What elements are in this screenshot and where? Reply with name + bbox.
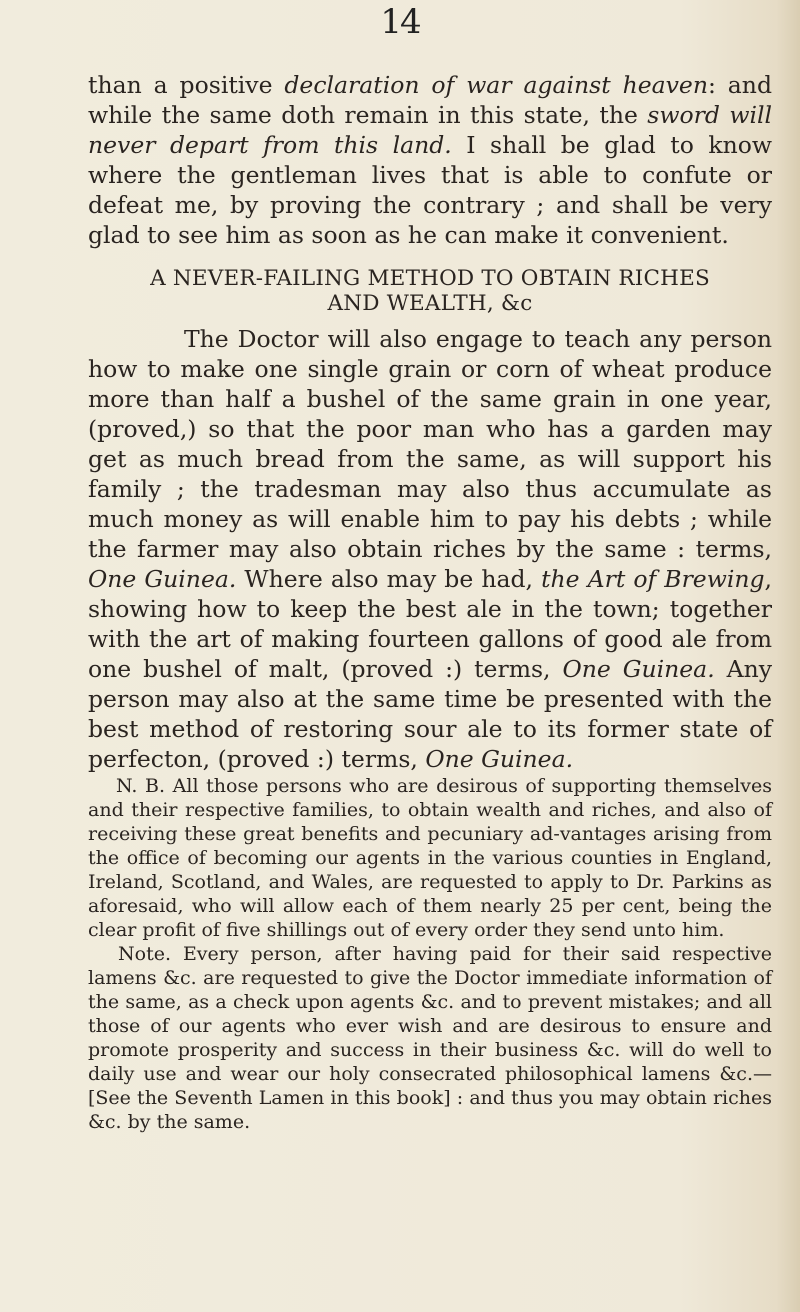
section-heading bbox=[88, 266, 772, 316]
text-run: , showing how to keep the best ale in the town; together with the art of making fourteen gallons of good ale from one bushel of malt, (proved :) terms, bbox=[88, 565, 772, 683]
text-run: : and while the same doth remain in this state, the bbox=[88, 71, 772, 129]
italic-run: declaration of war against heaven bbox=[284, 71, 708, 99]
paragraph-continuation bbox=[88, 70, 772, 250]
italic-run: One Guinea. bbox=[562, 655, 715, 683]
italic-run: One Guinea. bbox=[88, 565, 237, 593]
page-body bbox=[88, 70, 772, 1134]
italic-run: One Guinea. bbox=[425, 745, 574, 773]
italic-run: the Art of Brewing bbox=[541, 565, 765, 593]
paragraph-doctor bbox=[88, 324, 772, 774]
italic-run: sword will never depart from this land. bbox=[88, 101, 772, 159]
paragraph-note: Note. Every person, after having paid for their said respective lamens &c. are requested to give the Doctor immediate information of the same, as a check upon agents &c. and to prevent mistakes; and all those of our agents who ever wish and are desirous to ensure and promote prosperity and success in their business &c. will do well to daily use and wear our holy consecrated philosophical lamens &c.— [See the Seventh Lamen in this book] : and thus you may obtain riches &c. by the same. bbox=[88, 943, 772, 1133]
heading-line-1: A NEVER-FAILING METHOD TO OBTAIN RICHES bbox=[150, 266, 710, 291]
paragraph-nota-bene: N. B. All those persons who are desirous of supporting themselves and their respective families, to obtain wealth and riches, and also of receiving these great benefits and pecuniary ad-vantages arising from the office of becoming our agents in the various counties in England, Ireland, Scotland, and Wales, are requested to apply to Dr. Parkins as aforesaid, who will allow each of them nearly 25 per cent, being the clear profit of five shillings out of every order they send unto him. bbox=[88, 775, 772, 941]
text-run: than a positive bbox=[88, 71, 285, 99]
text-run: Any person may also at the same time be presented with the best method of restoring sour ale to its former state of perfecton, (proved :) terms, bbox=[88, 655, 772, 773]
heading-line-2: AND WEALTH, &c bbox=[327, 291, 533, 316]
text-run: I shall be glad to know where the gentleman lives that is able to confute or defeat me, by proving the contrary ; and shall be very glad to see him as soon as he can make it convenient. bbox=[88, 131, 772, 249]
text-run: Where also may be had, bbox=[236, 565, 542, 593]
page-number: 14 bbox=[380, 2, 420, 42]
text-run: The Doctor will also engage to teach any person how to make one single grain or corn of wheat produce more than half a bushel of the same grain in one year, (proved,) so that the poor man who has a garden may get as much bread from the same, as will support his family ; the tradesman may also thus accumulate as much money as will enable him to pay his debts ; while the farmer may also obtain riches by the same : terms, bbox=[88, 325, 772, 563]
